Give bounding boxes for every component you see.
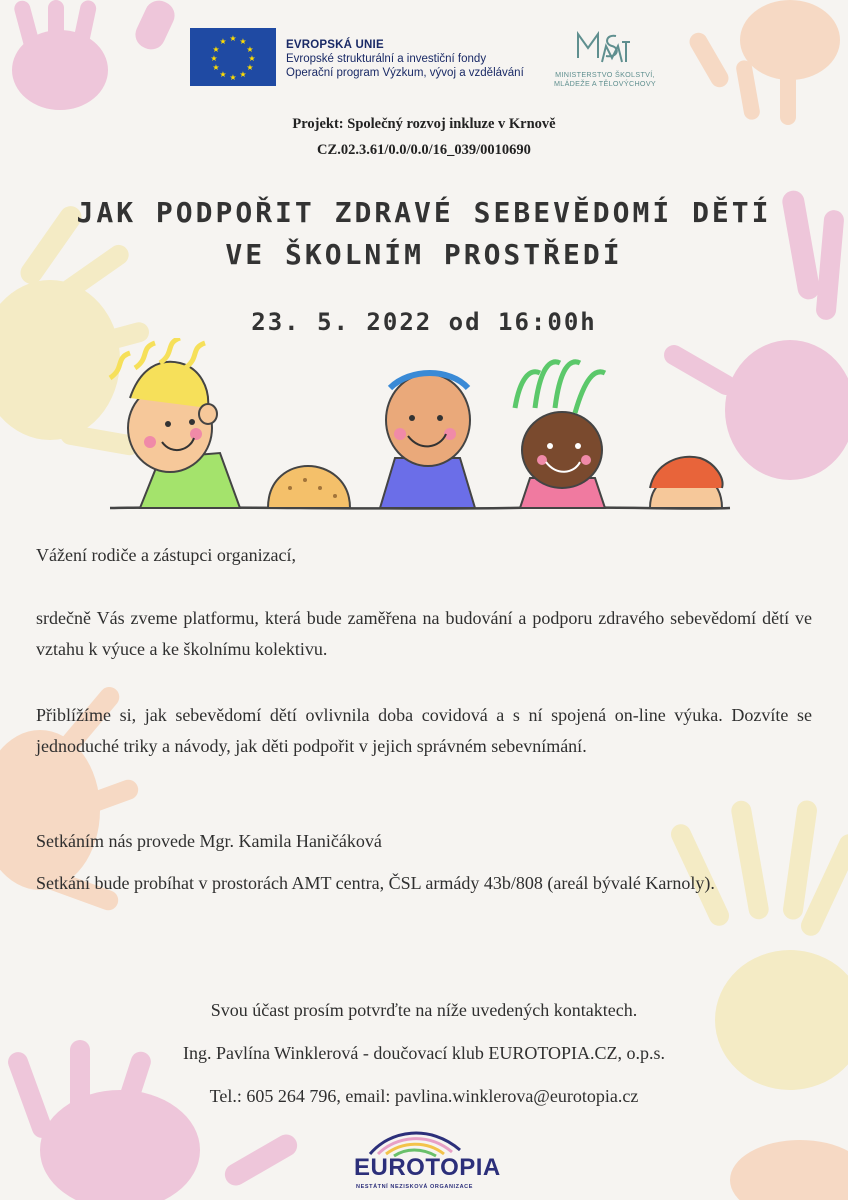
event-title-line2: VE ŠKOLNÍM PROSTŘEDÍ [225, 238, 623, 271]
greeting: Vážení rodiče a zástupci organizací, [36, 545, 297, 565]
msmt-line1: MINISTERSTVO ŠKOLSTVÍ, [555, 70, 655, 79]
eu-label: EVROPSKÁ UNIE [286, 39, 384, 51]
project-code: CZ.02.3.61/0.0/0.0/16_039/0010690 [317, 142, 531, 158]
msmt-text [542, 70, 668, 88]
venue-line: Setkání bude probíhat v prostorách AMT centra, ČSL armády 43b/808 (areál bývalé Karnoly). [36, 873, 715, 893]
svg-text:★: ★ [229, 73, 237, 82]
child-orange-hair [650, 457, 723, 508]
children-illustration [90, 338, 740, 528]
eu-funds-label: Evropské strukturální a investiční fondy [286, 53, 487, 65]
invitation-paragraph: srdečně Vás zveme platformu, která bude zaměřena na budování a podporu zdravého sebevědomí dětí ve vztahu k výuce a ke školnímu kolektivu. [36, 608, 812, 659]
child-yellow-hair [110, 338, 240, 508]
eurotopia-tagline: NESTÁTNÍ NEZISKOVÁ ORGANIZACE [356, 1184, 474, 1190]
svg-text:★: ★ [229, 34, 237, 43]
event-title-line1: JAK PODPOŘIT ZDRAVÉ SEBEVĚDOMÍ DĚTÍ [76, 196, 772, 229]
msmt-logo [542, 28, 668, 90]
topic-paragraph: Přiblížíme si, jak sebevědomí dětí ovlivnila doba covidová a s ní spojená on-line výuka. Dozvíte se jednoduché triky a návody, jak děti podpořit v jejich správném sebevnímání. [36, 705, 812, 756]
rsvp-note: Svou účast prosím potvrďte na níže uvedených kontaktech. [210, 1000, 638, 1020]
svg-text:★: ★ [239, 70, 247, 79]
svg-text:★: ★ [210, 54, 218, 63]
child-green-hair [515, 362, 605, 508]
event-date: 23. 5. 2022 od 16:00h [251, 308, 597, 336]
svg-text:★: ★ [246, 45, 254, 54]
handprint-pink-bottom-left [5, 1040, 301, 1200]
handprint-pink-top-left [12, 0, 179, 110]
eu-program-text [286, 38, 524, 80]
contact-phone-email: Tel.: 605 264 796, email: pavlina.winklerova@eurotopia.cz [209, 1086, 639, 1106]
eurotopia-logo [340, 1120, 500, 1200]
svg-text:★: ★ [212, 63, 220, 72]
svg-text:★: ★ [219, 70, 227, 79]
header-logos [190, 28, 670, 90]
svg-text:★: ★ [239, 37, 247, 46]
svg-text:★: ★ [212, 45, 220, 54]
msmt-monogram-icon [572, 28, 632, 68]
svg-text:★: ★ [248, 54, 256, 63]
msmt-line2: MLÁDEŽE A TĚLOVÝCHOVY [553, 79, 657, 88]
eu-flag-icon [190, 28, 276, 86]
svg-text:★: ★ [246, 63, 254, 72]
child-peeking [268, 466, 350, 508]
handprint-orange-bottom-right [730, 1140, 848, 1200]
project-name: Projekt: Společný rozvoj inkluze v Krnově [292, 116, 556, 132]
contact-person: Ing. Pavlína Winklerová - doučovací klub EUROTOPIA.CZ, o.p.s. [182, 1043, 666, 1063]
eu-program-label: Operační program Výzkum, vývoj a vzdělávání [286, 67, 524, 79]
child-blue-shirt [380, 373, 475, 508]
eurotopia-wordmark: EUROTOPIA [354, 1154, 501, 1181]
svg-text:★: ★ [219, 37, 227, 46]
handprint-orange-top-right [686, 0, 840, 125]
host-line: Setkáním nás provede Mgr. Kamila Haničáková [36, 831, 382, 851]
